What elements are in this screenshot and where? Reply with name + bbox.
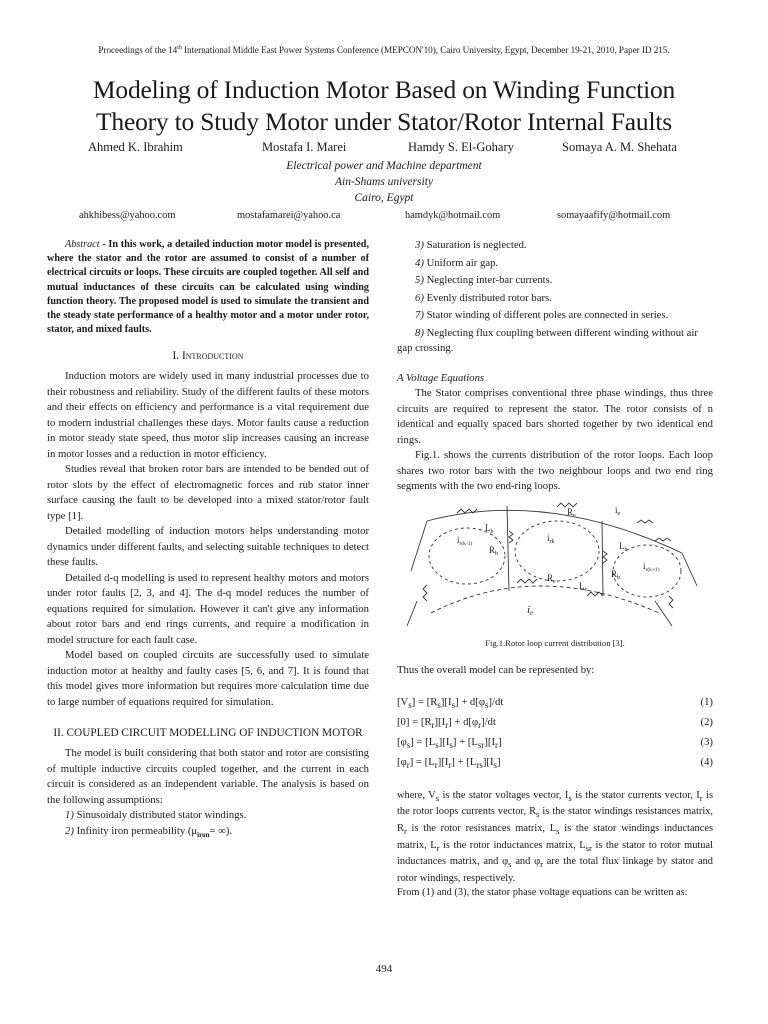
resistor-zigzag bbox=[669, 596, 673, 608]
label-lb: $L_b$ bbox=[485, 522, 494, 535]
assumption-item bbox=[397, 256, 713, 272]
author-name: Mostafa I. Marei bbox=[262, 140, 347, 154]
affiliation-department: Electrical power and Machine department bbox=[286, 160, 482, 172]
label-irk: $i_{rk}$ bbox=[547, 532, 555, 545]
assumption-item bbox=[47, 808, 369, 824]
assumption-text: Saturation is neglected. bbox=[423, 239, 527, 251]
abstract-text: - In this work, a detailed induction motor model is presented, where the stator and the rotor are assumed to consist of a number of electrical circuits or loops. These circuits are coupled together. All self and mutual inductances of these circuits can be calculated using winding function theory. The proposed model is used to simulate the transient and the steady state performance of a healthy motor and a motor under rotor, stator, and mixed faults. bbox=[47, 239, 369, 336]
paragraph: The Stator comprises conventional three phase windings, thus three circuits are required to represent the stator. The rotor consists of n identical and equally spaced bars shorted together by two identical end rings. bbox=[397, 387, 713, 446]
assumption-text: Evenly distributed rotor bars. bbox=[423, 291, 552, 304]
proceedings-text: Proceedings of the 14 bbox=[98, 45, 178, 56]
email-list bbox=[0, 210, 768, 224]
equation-number: (3) bbox=[700, 735, 713, 748]
paragraph: Studies reveal that broken rotor bars are intended to be bended out of rotor slots by the effect of electromagnetic forces and rub stator inner surface causing the fault to be developed into a mixed stator/rotor fault type [1]. bbox=[47, 463, 369, 522]
right-column bbox=[397, 238, 713, 901]
author-email: mostafamarei@yahoo.ca bbox=[237, 210, 341, 221]
rotor-loop-figure bbox=[397, 501, 713, 636]
resistor-zigzag bbox=[587, 592, 603, 596]
paragraph: Fig.1. shows the currents distribution of the rotor loops. Each loop shares two rotor bars with the two neighbour loops and two end ring segments with the two end-ring loops. bbox=[397, 449, 713, 492]
section-heading-introduction bbox=[47, 349, 369, 363]
equation-block bbox=[397, 695, 713, 775]
paragraph: From (1) and (3), the stator phase voltage equations can be written as: bbox=[397, 887, 688, 899]
subsection-heading: A Voltage Equations bbox=[397, 371, 485, 384]
resistor-zigzag bbox=[423, 585, 427, 601]
rotor-loop-diagram bbox=[397, 501, 713, 636]
proceedings-header bbox=[0, 45, 768, 55]
figure-caption: Fig.1.Rotor loop current distribution [3]. bbox=[485, 637, 625, 648]
assumption-text: Infinity iron permeability (μ bbox=[73, 824, 198, 837]
assumption-item bbox=[397, 238, 713, 254]
label-ir-prev: $i_{r(k-1)}$ bbox=[457, 534, 473, 547]
paragraph: Induction motors are widely used in many industrial processes due to their robustness and reliability. Study of the different faults of these motors and their effects on efficiency and performance is a vital requirement due to modern industrial challenges these days. Motor faults cause a reduction in motor steady state speed, thus motor slip increases causing an increase in motor losses and a reduction in motor efficiency. bbox=[47, 370, 369, 460]
equation-expression: $[\varphi_r] = [L_r][I_r] + [L_{rs}][I_s]$ bbox=[397, 755, 501, 770]
page-number: 494 bbox=[375, 963, 393, 975]
left-column bbox=[47, 238, 369, 844]
assumption-number: 6) bbox=[415, 291, 424, 304]
abstract bbox=[47, 238, 369, 337]
author-list bbox=[0, 140, 768, 156]
assumption-item bbox=[397, 291, 713, 307]
label-ie-top: $i_e$ bbox=[615, 504, 621, 517]
assumption-subscript: iron bbox=[197, 831, 210, 840]
label-le-bot: $L_e$ bbox=[579, 580, 588, 593]
equation-3 bbox=[397, 735, 713, 755]
author-name: Hamdy S. El-Gohary bbox=[408, 140, 514, 154]
paragraph: Model based on coupled circuits are successfully used to simulate induction motor at healthy and faulty cases [5, 6, and 7]. It is found that this model gives more information but requires more calculation time due to large number of equations required for simulation. bbox=[47, 649, 369, 708]
inductor-coil bbox=[603, 551, 607, 563]
assumption-text: Neglecting flux coupling between different winding without air gap crossing. bbox=[397, 326, 698, 354]
assumption-item bbox=[397, 308, 713, 324]
author-name: Somaya A. M. Shehata bbox=[562, 140, 677, 154]
affiliation-university: Ain-Shams university bbox=[334, 176, 434, 188]
paragraph: Thus the overall model can be represented by: bbox=[397, 664, 595, 676]
assumption-text: Neglecting inter-bar currents. bbox=[423, 274, 553, 286]
title-line-2: Theory to Study Motor under Stator/Rotor Internal Faults bbox=[96, 107, 672, 136]
paragraph: The model is built considering that both stator and rotor are consisting of multiple inductive circuits coupled together, and the current in each circuit is considered as an independent variable. The analysis is based on the following assumptions: bbox=[47, 747, 369, 806]
author-email: ahkhibess@yahoo.com bbox=[79, 210, 176, 221]
assumption-text: Uniform air gap. bbox=[423, 256, 499, 269]
title-line-1: Modeling of Induction Motor Based on Winding Function bbox=[92, 75, 676, 104]
label-ir-next: $i_{r(k+1)}$ bbox=[643, 560, 660, 573]
proceedings-sup: th bbox=[177, 45, 182, 51]
label-lb2: $L_b$ bbox=[619, 540, 628, 553]
equation-number: (2) bbox=[700, 715, 713, 728]
paragraph: Detailed d-q modelling is used to represent healthy motors and motors under rotor faults [2, 3, and 4]. The d-q model reduces the number of equations required for simulation. However it can't give any information about rotor bars and end rings currents, and require a modification in model structure for each fault case. bbox=[47, 571, 369, 646]
equation-expression: $[0] = [R_r][I_r] + d[\varphi_r]/dt$ bbox=[397, 715, 496, 730]
resistor-zigzag bbox=[655, 538, 671, 541]
assumption-number: 1) bbox=[65, 809, 74, 822]
paragraph: Detailed modelling of induction motors helps understanding motor dynamics under different faults, and selecting suitable techniques to detect these faults. bbox=[47, 525, 369, 569]
label-rb: $R_b$ bbox=[489, 544, 499, 557]
abstract-label: Abstract bbox=[65, 239, 100, 250]
section-number: I. bbox=[172, 350, 180, 363]
resistor-zigzag bbox=[517, 579, 537, 583]
rotor-arc bbox=[431, 586, 659, 613]
equation-4 bbox=[397, 755, 713, 775]
assumption-number: 2) bbox=[65, 824, 74, 837]
rotor-bar-line bbox=[682, 553, 697, 586]
section-heading-coupled-circuit: II. COUPLED CIRCUIT MODELLING OF INDUCTION MOTOR bbox=[53, 727, 363, 740]
resistor-zigzag bbox=[457, 509, 477, 513]
assumption-item bbox=[397, 326, 713, 357]
rotor-bar-line bbox=[411, 521, 427, 571]
label-ie: ie bbox=[527, 603, 534, 617]
rotor-bar-line bbox=[407, 601, 417, 626]
assumption-number: 3) bbox=[415, 239, 424, 251]
assumption-item bbox=[397, 273, 713, 289]
equation-expression: $[\varphi_s] = [L_s][I_s] + [L_{sr}][I_r]$ bbox=[397, 735, 502, 750]
equation-2 bbox=[397, 715, 713, 735]
equation-number: (4) bbox=[700, 755, 713, 768]
assumption-text: Sinusoidaly distributed stator windings. bbox=[73, 809, 247, 822]
assumption-number: 8) bbox=[415, 326, 424, 339]
resistor-zigzag bbox=[637, 520, 653, 523]
author-email: hamdyk@hotmail.com bbox=[405, 210, 501, 221]
rotor-bar-line bbox=[507, 506, 509, 591]
author-email: somayaafify@hotmail.com bbox=[557, 210, 671, 221]
assumption-text-rest: = ∞). bbox=[209, 824, 233, 837]
assumption-text: Stator winding of different poles are connected in series. bbox=[423, 309, 669, 321]
assumption-number: 4) bbox=[415, 256, 424, 269]
inductor-coil bbox=[509, 531, 513, 543]
equation-number: (1) bbox=[700, 695, 713, 708]
rotor-bar-line bbox=[602, 521, 603, 596]
loop-prev bbox=[429, 528, 505, 584]
assumption-item bbox=[47, 824, 369, 844]
equation-expression: $[V_s] = [R_s][I_s] + d[\varphi_s]/dt$ bbox=[397, 695, 504, 710]
label-re-bot: $R_e$ bbox=[547, 572, 556, 585]
label-re-top: $R_e$ bbox=[567, 506, 576, 519]
paragraph: where, $V_s$ is the stator voltages vector, $I_s$ is the stator currents vector, $I_r$ is the rotor loops currents vector, $R_s$ is the stator windings resistances matrix, $R_r$ is the rotor resistances matrix, $L_s$ is the stator windings inductances matrix, $L_r$ is the rotor inductances matrix, $L_{sr}$ is the stator to rotor mutual inductances matrix, and $\varphi_s$ and $\varphi_r$ are the total flux linkage by stator and rotor windings, respectively. bbox=[397, 789, 713, 884]
paper-title bbox=[20, 74, 748, 138]
equation-1 bbox=[397, 695, 713, 715]
assumption-number: 7) bbox=[415, 309, 424, 321]
proceedings-text-rest: International Middle East Power Systems Conference (MEPCON'10), Cairo University, Egypt, December 19-21, 2010, Paper ID 215. bbox=[181, 45, 670, 56]
label-rb2: $R_b$ bbox=[611, 568, 621, 581]
affiliation-location: Cairo, Egypt bbox=[354, 192, 414, 204]
assumption-number: 5) bbox=[415, 274, 424, 286]
section-title: Introduction bbox=[181, 350, 244, 363]
author-name: Ahmed K. Ibrahim bbox=[88, 140, 183, 154]
loop-k bbox=[515, 521, 599, 581]
